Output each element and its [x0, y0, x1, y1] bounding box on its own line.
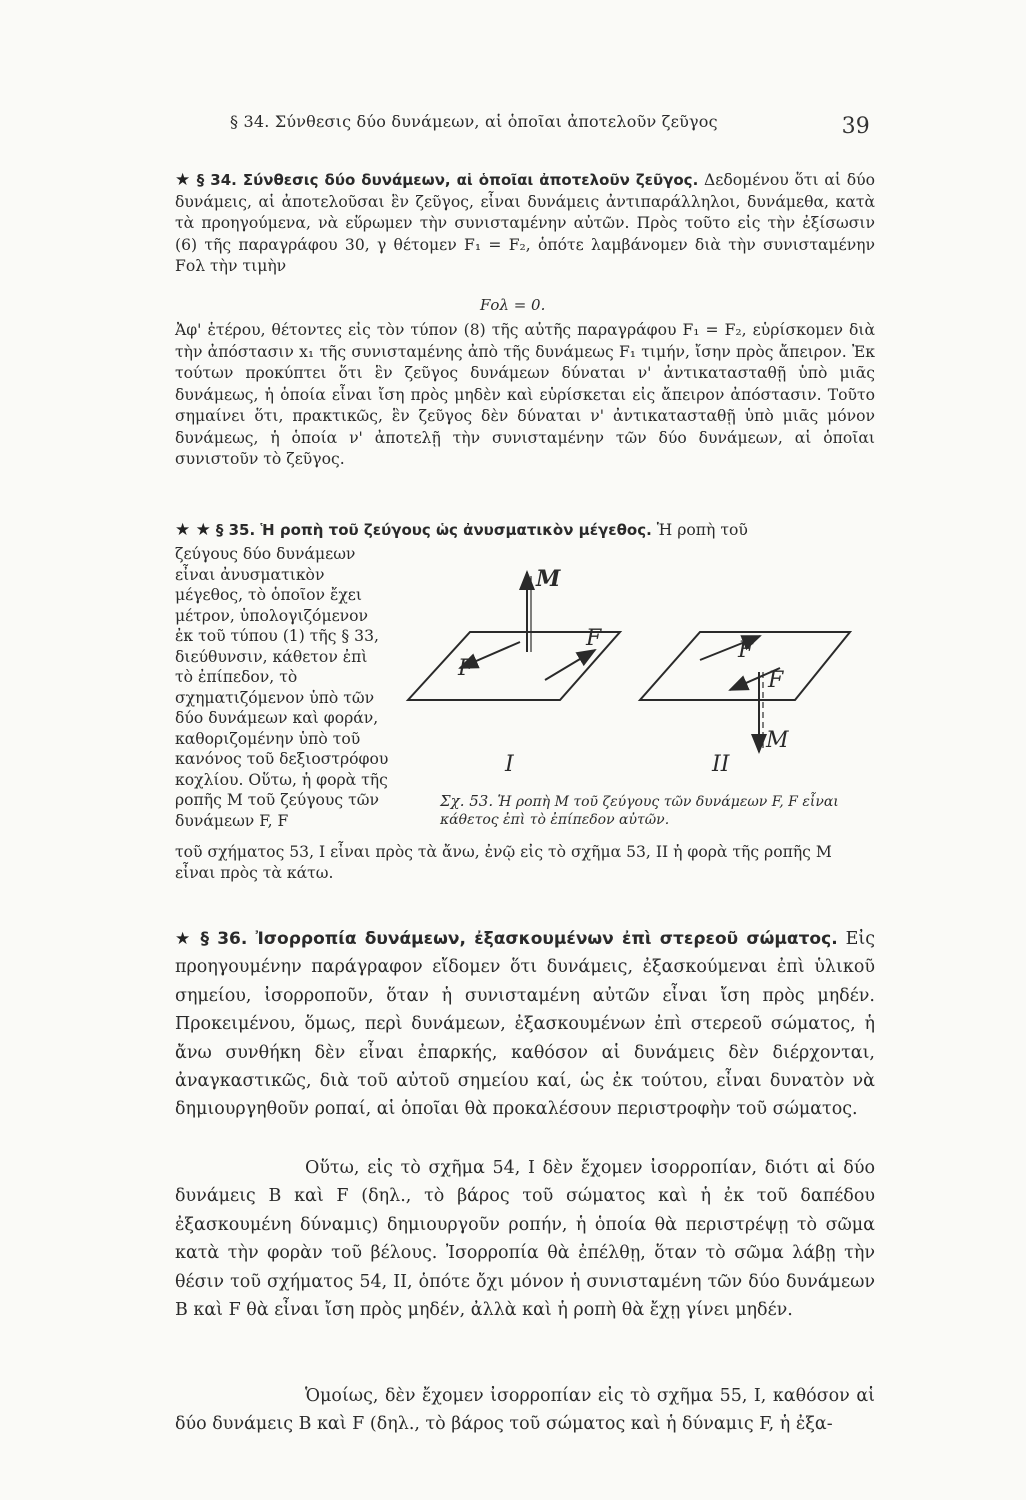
figure-caption: [440, 792, 880, 829]
page-number: 39: [841, 114, 870, 139]
stars-icon: ★ ★: [175, 520, 211, 540]
section-35-lead: Ἡ ροπὴ τοῦ: [656, 521, 748, 539]
caption-text: Ἡ ροπὴ M τοῦ ζεύγους τῶν δυνάμεων F, F εἶναι κάθετος ἐπὶ τὸ ἐπίπεδον αὐτῶν.: [440, 794, 839, 828]
section-36: [175, 925, 875, 1124]
label-F-II-top: F: [738, 638, 754, 663]
label-F-I-left: F: [458, 656, 474, 681]
force-arrow-I-right: [545, 650, 595, 680]
equation: Fολ = 0.: [480, 296, 546, 314]
section-36-p2: Οὕτω, εἰς τὸ σχῆμα 54, I δὲν ἔχομεν ἰσορροπίαν, διότι αἱ δύο δυνάμεις B καὶ F (δηλ., τὸ βάρος τοῦ σώματος καὶ ἡ ἐκ τοῦ δαπέδου ἐξασκουμένη δύναμις) δημιουργοῦν ροπήν, ἡ ὁποία θὰ περιστρέψῃ τὸ σῶμα κατὰ τὴν φορὰν τοῦ βέλους. Ἰσορροπία θὰ ἐπέλθῃ, ὅταν τὸ σῶμα λάβῃ τὴν θέσιν τοῦ σχήματος 54, II, ὁπότε ὄχι μόνον ἡ συνισταμένη τῶν δύο δυνάμεων B καὶ F θὰ εἶναι ἴση πρὸς μηδέν, ἀλλὰ καὶ ἡ ροπὴ θὰ ἔχῃ γίνει μηδέν.: [175, 1158, 875, 1321]
label-figure-II: II: [712, 752, 730, 777]
label-F-II-bottom: F: [768, 668, 784, 693]
running-title: § 34. Σύνθεσις δύο δυνάμεων, αἱ ὁποῖαι ἀποτελοῦν ζεῦγος: [230, 112, 718, 131]
section-35-end-text: τοῦ σχήματος 53, I εἶναι πρὸς τὰ ἄνω, ἐνῷ εἰς τὸ σχῆμα 53, II ἡ φορὰ τῆς ροπῆς M εἶναι πρὸς τὰ κάτω.: [175, 843, 832, 882]
section-36-p1: Εἰς προηγουμένην παράγραφον εἴδομεν ὅτι δυνάμεις, ἐξασκούμεναι ἐπὶ ὑλικοῦ σημείου, ἰσορροποῦν, ὅταν ἡ συνισταμένη αὐτῶν εἶναι ἴση πρὸς μηδέν. Προκειμένου, ὅμως, περὶ δυνάμεων, ἐξασκουμένων ἐπὶ στερεοῦ σώματος, ἡ ἄνω συνθήκη δὲν εἶναι ἐπαρκής, καθόσον αἱ δυνάμεις δὲν διέρχονται, ἀναγκαστικῶς, διὰ τοῦ αὐτοῦ σημείου καί, ὡς ἐκ τούτου, εἶναι δυνατὸν νὰ δημιουργηθοῦν ροπαί, αἱ ὁποῖαι θὰ προκαλέσουν περιστροφὴν τοῦ σώματος.: [175, 929, 875, 1120]
section-35-column-text: ζεύγους δύο δυνάμεων εἶναι ἀνυσματικὸν μέγεθος, τὸ ὁποῖον ἔχει μέτρον, ὑπολογιζόμενον ἐκ τοῦ τύπου (1) τῆς § 33, διεύθυνσιν, κάθετον ἐπὶ τὸ ἐπίπεδον, τὸ σχηματιζόμενον ὑπὸ τῶν δύο δυνάμεων καὶ φοράν, καθοριζομένην ὑπὸ τοῦ κανόνος τοῦ δεξιοστρόφου κοχλίου. Οὕτω, ἡ φορὰ τῆς ροπῆς M τοῦ ζεύγους τῶν δυνάμεων F, F: [175, 545, 389, 830]
section-34-text2: Ἀφ' ἑτέρου, θέτοντες εἰς τὸν τύπον (8) τῆς αὐτῆς παραγράφου F₁ = F₂, εὑρίσκομεν διὰ τὴν ἀπόστασιν x₁ τῆς συνισταμένης ἀπὸ τῆς δυνάμεως F₁ τιμήν, ἴσην πρὸς ἄπειρον. Ἐκ τούτων προκύπτει ὅτι ἓν ζεῦγος δυνάμεων δύναται ν' ἀντικατασταθῇ ὑπὸ μιᾶς δυνάμεως, ἡ ὁποία εἶναι ἴση πρὸς μηδὲν καὶ εὑρίσκεται εἰς ἄπειρον ἀπόστασιν. Τοῦτο σημαίνει ὅτι, πρακτικῶς, ἓν ζεῦγος δὲν δύναται ν' ἀντικατασταθῇ ὑπὸ μιᾶς μόνον δυνάμεως, ἡ ὁποία ν' ἀποτελῇ τὴν συνισταμένην τῶν δύο δυνάμεων, αἱ ὁποῖαι συνιστοῦν τὸ ζεῦγος.: [175, 321, 875, 468]
section-34-heading: § 34. Σύνθεσις δύο δυνάμεων, αἱ ὁποῖαι ἀποτελοῦν ζεῦγος.: [196, 171, 699, 189]
section-34-text1: Δεδομένου ὅτι αἱ δύο δυνάμεις, αἱ ἀποτελοῦσαι ἓν ζεῦγος, εἶναι δυνάμεις ἀντιπαράλληλοι, δυνάμεθα, κατὰ τὰ προηγούμενα, νὰ εὕρωμεν τὴν συνισταμένην αὐτῶν. Πρὸς τοῦτο εἰς τὴν ἐξίσωσιν (6) τῆς παραγράφου 30, γ θέτομεν F₁ = F₂, ὁπότε λαμβάνομεν διὰ τὴν συνισταμένην Fολ τὴν τιμὴν: [175, 171, 875, 275]
star-icon-36: ★: [175, 929, 193, 949]
label-M-I: M: [536, 566, 561, 592]
star-icon: ★: [175, 170, 192, 190]
label-figure-I: I: [505, 752, 514, 777]
caption-ref: Σχ. 53.: [440, 792, 494, 810]
label-M-II: M: [766, 728, 789, 753]
section-36-heading: § 36. Ἰσορροπία δυνάμεων, ἐξασκουμένων ἐπὶ στερεοῦ σώματος.: [200, 929, 838, 949]
section-36-p3: Ὁμοίως, δὲν ἔχομεν ἰσορροπίαν εἰς τὸ σχῆμα 55, I, καθόσον αἱ δύο δυνάμεις B καὶ F (δηλ., τὸ βάρος τοῦ σώματος καὶ ἡ δύναμις F, ἡ ἐξα-: [175, 1386, 875, 1435]
section-35-heading: § 35. Ἡ ροπὴ τοῦ ζεύγους ὡς ἀνυσματικὸν μέγεθος.: [215, 521, 652, 539]
label-F-I-right: F: [586, 626, 602, 651]
